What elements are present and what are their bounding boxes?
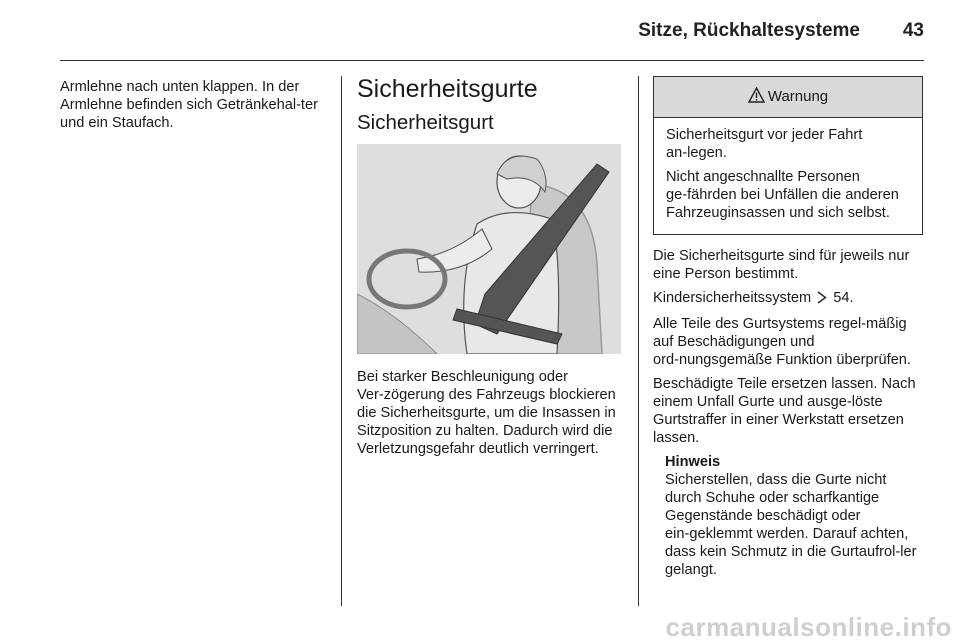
warning-text-1: Sicherheitsgurt vor jeder Fahrt an‑legen. xyxy=(666,127,863,161)
column-middle xyxy=(357,74,623,464)
child-system-label: Kindersicherheitssystem xyxy=(653,290,812,306)
paragraph-inspection: Alle Teile des Gurtsystems regel‑mäßig auf Beschädigungen und ord‑nungsgemäße Funktion überprüfen. xyxy=(653,316,911,368)
paragraph-child-system xyxy=(653,289,923,309)
warning-text-2: Nicht angeschnallte Personen ge‑fährden bei Unfällen die anderen Fahrzeuginsassen und sich selbst. xyxy=(666,169,899,221)
column-left xyxy=(60,78,328,138)
watermark: carmanualsonline.info xyxy=(665,612,952,642)
warning-box xyxy=(653,76,923,235)
child-system-page-link[interactable]: 54. xyxy=(833,290,854,306)
column-right xyxy=(653,76,923,579)
header-title: Sitze, Rückhaltesysteme xyxy=(638,20,860,41)
hint-title: Hinweis xyxy=(665,454,721,470)
warning-title: Warnung xyxy=(767,88,829,105)
hint-block xyxy=(665,453,923,579)
subsection-heading: Sicherheitsgurt xyxy=(357,111,494,134)
paragraph-armrest: Armlehne nach unten klappen. In der Armlehne befinden sich Getränkehal‑ter und ein Staufach. xyxy=(60,79,318,131)
column-divider-left xyxy=(341,76,342,606)
column-divider-right xyxy=(638,76,639,606)
paragraph-replacement: Beschädigte Teile ersetzen lassen. Nach einem Unfall Gurte und ausge‑löste Gurtstraffer in einer Werkstatt ersetzen lassen. xyxy=(653,376,916,446)
reference-arrow-icon xyxy=(817,291,827,309)
paragraph-one-person: Die Sicherheitsgurte sind für jeweils nur eine Person bestimmt. xyxy=(653,248,910,282)
warning-body xyxy=(654,118,922,234)
page-number: 43 xyxy=(902,20,924,41)
warning-triangle-icon xyxy=(748,87,765,108)
warning-header xyxy=(654,77,922,118)
header-divider xyxy=(60,60,924,61)
paragraph-belt-function: Bei starker Beschleunigung oder Ver‑zögerung des Fahrzeugs blockieren die Sicherheitsgurte, um die Insassen in Sitzposition zu halten. Dadurch wird die Verletzungsgefahr deutlich verringert. xyxy=(357,369,616,457)
seatbelt-illustration xyxy=(357,144,621,354)
section-heading: Sicherheitsgurte xyxy=(357,75,538,103)
hint-text: Sicherstellen, dass die Gurte nicht durch Schuhe oder scharfkantige Gegenstände beschädigt oder ein‑geklemmt werden. Darauf achten, dass kein Schmutz in die Gurtaufrol‑ler gelangt. xyxy=(665,472,917,578)
